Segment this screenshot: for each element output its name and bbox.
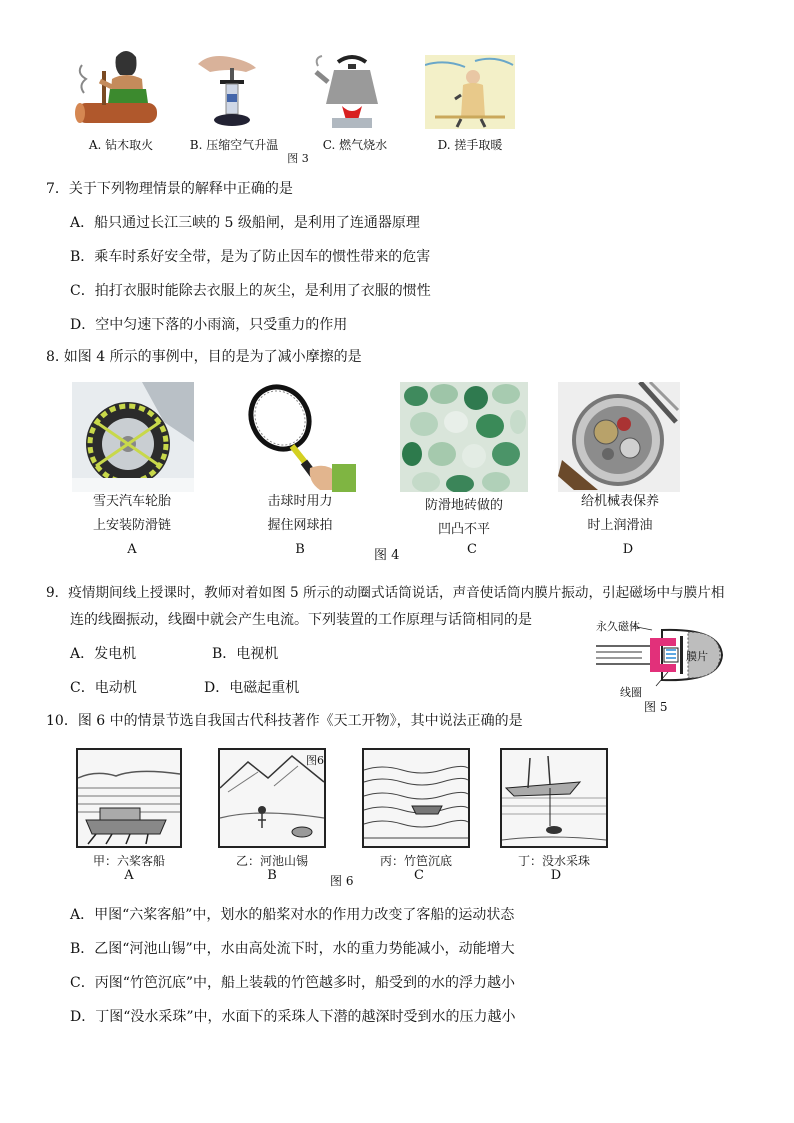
- fig3-caption-b: B. 压缩空气升温: [189, 138, 279, 152]
- mechanical-watch-image: [558, 382, 680, 492]
- q8-item-d-caption: [558, 490, 682, 538]
- compress-air-syringe-image: [190, 50, 278, 132]
- q9-stem-line2: 连的线圈振动，线圈中就会产生电流。下列装置的工作原理与话筒相同的是: [70, 612, 532, 628]
- q8-letter-b: B: [295, 542, 305, 557]
- q8-stem: 8. 如图 4 所示的事例中，目的是为了减小摩擦的是: [46, 349, 362, 365]
- fig3-caption-d: D. 搓手取暖: [437, 138, 503, 152]
- tennis-racket-image: [236, 382, 356, 492]
- fig6-letter-a: A: [124, 868, 134, 883]
- fig6-letter-d: D: [550, 868, 562, 883]
- fig6-caption-ding: 丁：没水采珠: [517, 854, 590, 868]
- q8-item-a-line2: 上安装防滑链: [92, 518, 171, 533]
- fig5-magnet-label: 永久磁体: [596, 620, 640, 633]
- fig5-label: 图 5: [644, 700, 668, 714]
- q7-option-c: C．拍打衣服时能除去衣服上的灰尘，是利用了衣服的惯性: [70, 283, 431, 299]
- q8-item-c-line1: 防滑地砖做的: [424, 498, 503, 513]
- fig6-label: 图 6: [330, 874, 354, 888]
- q8-item-a-line1: 雪天汽车轮胎: [92, 494, 171, 509]
- q9-option-b: B．电视机: [212, 646, 279, 662]
- q8-item-a-caption: [70, 490, 194, 538]
- q8-item-c-line2: 凹凸不平: [437, 522, 490, 537]
- bamboo-raft-sinking-woodcut: [362, 748, 470, 848]
- q10-stem: 10．图 6 中的情景节选自我国古代科技著作《天工开物》，其中说法正确的是: [46, 713, 523, 729]
- rubbing-hands-image: [425, 55, 515, 129]
- q8-item-d-line2: 时上润滑油: [587, 518, 653, 533]
- fig6-letter-b: B: [267, 868, 277, 883]
- fig6-caption-bing: 丙：竹笆沉底: [379, 854, 452, 868]
- q8-item-b-line2: 握住网球拍: [267, 518, 333, 533]
- q7-option-d: D．空中匀速下落的小雨滴，只受重力的作用: [70, 317, 348, 333]
- fig3-caption-a: A. 钻木取火: [88, 138, 154, 152]
- q7-option-b: B．乘车时系好安全带，是为了防止因车的惯性带来的危害: [70, 249, 431, 265]
- q9-stem-line1: 9．疫情期间线上授课时，教师对着如图 5 所示的动圈式话筒说话，声音使话筒内膜片振动，引起磁场中与膜片相: [46, 585, 725, 601]
- fig5-membrane-label: 膜片: [686, 650, 708, 663]
- q9-option-d: D．电磁起重机: [204, 680, 300, 696]
- q7-option-a: A．船只通过长江三峡的 5 级船闸，是利用了连通器原理: [70, 215, 420, 231]
- gas-kettle-image: [312, 52, 392, 132]
- q8-letter-c: C: [467, 542, 477, 557]
- fig6-caption-jia: 甲：六桨客船: [92, 854, 165, 868]
- q8-item-b-line1: 击球时用力: [267, 494, 333, 509]
- fig3-label: 图 3: [287, 152, 309, 165]
- tire-snow-chain-image: [72, 382, 194, 492]
- q7-stem: 7．关于下列物理情景的解释中正确的是: [46, 181, 293, 197]
- anti-slip-floor-tile-image: [400, 382, 528, 492]
- q8-item-c-caption: [402, 494, 526, 542]
- six-oar-boat-woodcut: [76, 748, 182, 848]
- fig5-coil-label: 线圈: [620, 686, 642, 699]
- q10-option-b: B．乙图“河池山锡”中，水由高处流下时，水的重力势能减小，动能增大: [70, 941, 515, 957]
- q8-item-b-caption: [238, 490, 362, 538]
- q10-option-c: C．丙图“竹笆沉底”中，船上装载的竹笆越多时，船受到的水的浮力越小: [70, 975, 516, 991]
- fig6-letter-c: C: [414, 868, 424, 883]
- q10-option-d: D．丁图“没水采珠”中，水面下的采珠人下潜的越深时受到水的压力越小: [70, 1009, 516, 1025]
- fig3-caption-c: C. 燃气烧水: [322, 138, 388, 152]
- q10-option-a: A．甲图“六桨客船”中，划水的船桨对水的作用力改变了客船的运动状态: [70, 907, 515, 923]
- diving-pearl-woodcut: [500, 748, 608, 848]
- q9-option-c: C．电动机: [70, 680, 137, 696]
- q8-letter-a: A: [127, 542, 137, 557]
- fig6-inner-label: 图6: [306, 754, 324, 767]
- fig4-label: 图 4: [374, 548, 400, 563]
- q8-item-d-line1: 给机械表保养: [580, 494, 659, 509]
- drilling-wood-fire-image: [72, 45, 162, 133]
- q9-option-a: A．发电机: [70, 646, 137, 662]
- q8-letter-d: D: [622, 542, 634, 557]
- fig6-caption-yi: 乙：河池山锡: [235, 854, 308, 868]
